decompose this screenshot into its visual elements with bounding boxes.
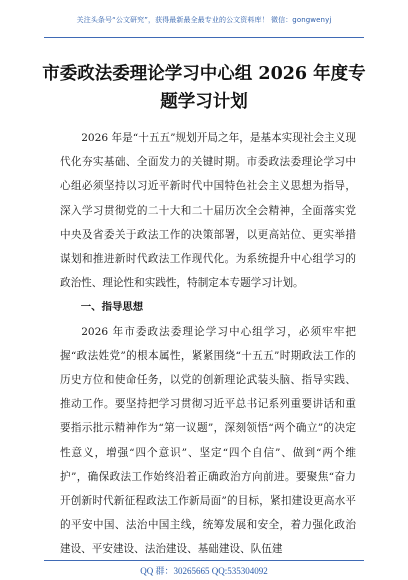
page-header [0,0,408,38]
footer-contact-text: QQ 群：30265665 QQ:535304092 [140,566,268,576]
intro-paragraph: 2026 年是“十五五”规划开局之年，是基本实现社会主义现代化夯实基础、全面发力的关键时期。市委政法委理论学习中心组必须坚持以习近平新时代中国特色社会主义思想为指导，深入学习贯彻党的二十大和二十届历次全会精神，全面落实党中央及省委关于政法工作的决策部署，以更高站位、更实举措谋划和推进新时代政法工作现代化。为系统提升中心组学习的政治性、理论性和实践性，特制定本专题学习计划。 [60,132,356,290]
header-banner-text: 关注头条号“公文研究”，获得最新最全最专业的公文资料库！ 微信：gongwenyj [76,16,332,24]
section-heading: 一、指导思想 [80,301,144,314]
page-footer [0,560,408,580]
document-title: 市委政法委理论学习中心组 2026 年度专题学习计划 [42,64,366,112]
document-body [60,126,356,562]
header-divider [44,37,364,38]
footer-divider [44,560,364,561]
section-paragraph: 2026 年市委政法委理论学习中心组学习，必须牢牢把握“政法姓党”的根本属性，紧紧围绕“十五五”时期政法工作的历史方位和使命任务，以党的创新理论武装头脑、指导实践、推动工作。要坚持把学习贯彻习近平总书记系列重要讲话和重要指示批示精神作为“第一议题”，深刻领悟“两个确立”的决定性意义，增强“四个意识”、坚定“四个自信”、做到“两个维护”，确保政法工作始终沿着正确政治方向前进。要聚焦“奋力开创新时代新征程政法工作新局面”的目标，紧扣建设更高水平的平安中国、法治中国主线，统筹发展和安全，着力强化政治建设、平安建设、法治建设、基础建设、队伍建 [60,325,356,556]
